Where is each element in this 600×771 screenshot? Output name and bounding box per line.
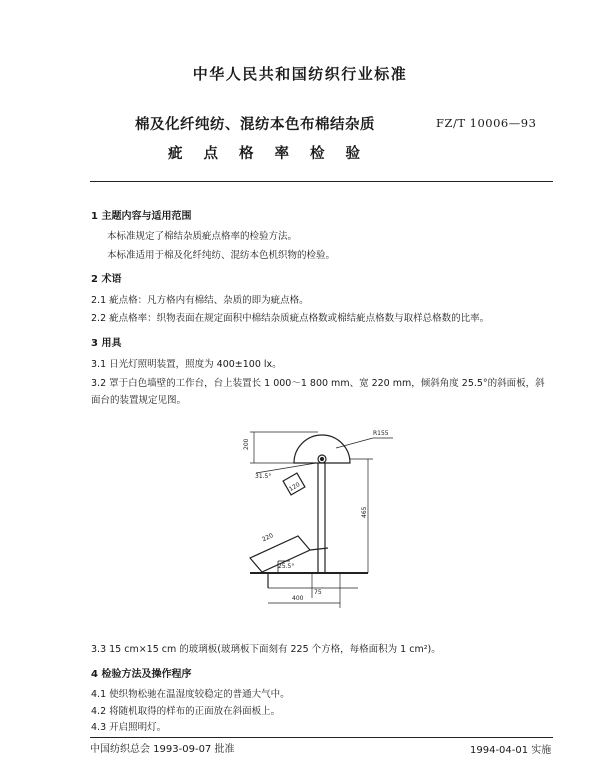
clause-2-1: 2.1 疵点格：凡方格内有棉结、杂质的即为疵点格。	[91, 295, 309, 306]
clause-4-1: 4.1 使织物松驰在温湿度较稳定的普通大气中。	[91, 689, 290, 700]
clause-3-3: 3.3 15 cm×15 cm 的玻璃板(玻璃板下面刻有 225 个方格，每格面积为 1 cm²)。	[91, 644, 441, 655]
clause-3-2-line2: 面台的装置规定见图。	[91, 395, 187, 406]
section-1-paragraph-2: 本标准适用于棉及化纤纯纺、混纺本色机织物的检验。	[107, 250, 336, 261]
label-31-5: 31.5°	[255, 473, 272, 480]
standard-code: FZ/T 10006—93	[436, 116, 537, 130]
label-200: 200	[243, 438, 250, 450]
section-3-heading: 3 用具	[91, 338, 122, 349]
label-75: 75	[314, 589, 322, 596]
section-2-heading: 2 术语	[91, 274, 122, 285]
clause-3-1: 3.1 日光灯照明装置，照度为 400±100 lx。	[91, 359, 282, 370]
standard-category-title: 中华人民共和国纺织行业标准	[192, 65, 408, 83]
label-465: 465	[361, 506, 368, 518]
clause-2-2: 2.2 疵点格率：织物表面在规定面积中棉结杂质疵点格数或棉结疵点格数与取样总格数的比率。	[91, 313, 490, 324]
clause-4-2: 4.2 将随机取得的样布的正面放在斜面板上。	[91, 706, 281, 717]
document-title-line2: 疵点格率检验	[168, 146, 381, 162]
section-4-heading: 4 检验方法及操作程序	[91, 669, 192, 680]
document-title-line1: 棉及化纤纯纺、混纺本色布棉结杂质	[135, 117, 375, 133]
clause-3-2-line1: 3.2 罩于白色墙壁的工作台，台上装置长 1 000～1 800 mm、宽 220 mm，倾斜角度 25.5°的斜面板，斜	[91, 378, 545, 389]
label-220: 220	[261, 532, 275, 544]
approval-note: 中国纺织总会 1993-09-07 批准	[90, 744, 235, 755]
section-1-paragraph-1: 本标准规定了棉结杂质疵点格率的检验方法。	[107, 231, 298, 242]
clause-4-3: 4.3 开启照明灯。	[91, 722, 167, 733]
header-divider	[90, 181, 553, 182]
section-1-heading: 1 主题内容与适用范围	[91, 211, 192, 222]
label-120: 120	[287, 481, 302, 493]
label-25-5: 25.5°	[278, 563, 295, 570]
implementation-date: 1994-04-01 实施	[470, 745, 552, 756]
footer-divider	[90, 737, 553, 738]
label-r155: R155	[373, 430, 389, 437]
label-400: 400	[292, 595, 304, 602]
workbench-diagram	[228, 418, 400, 608]
